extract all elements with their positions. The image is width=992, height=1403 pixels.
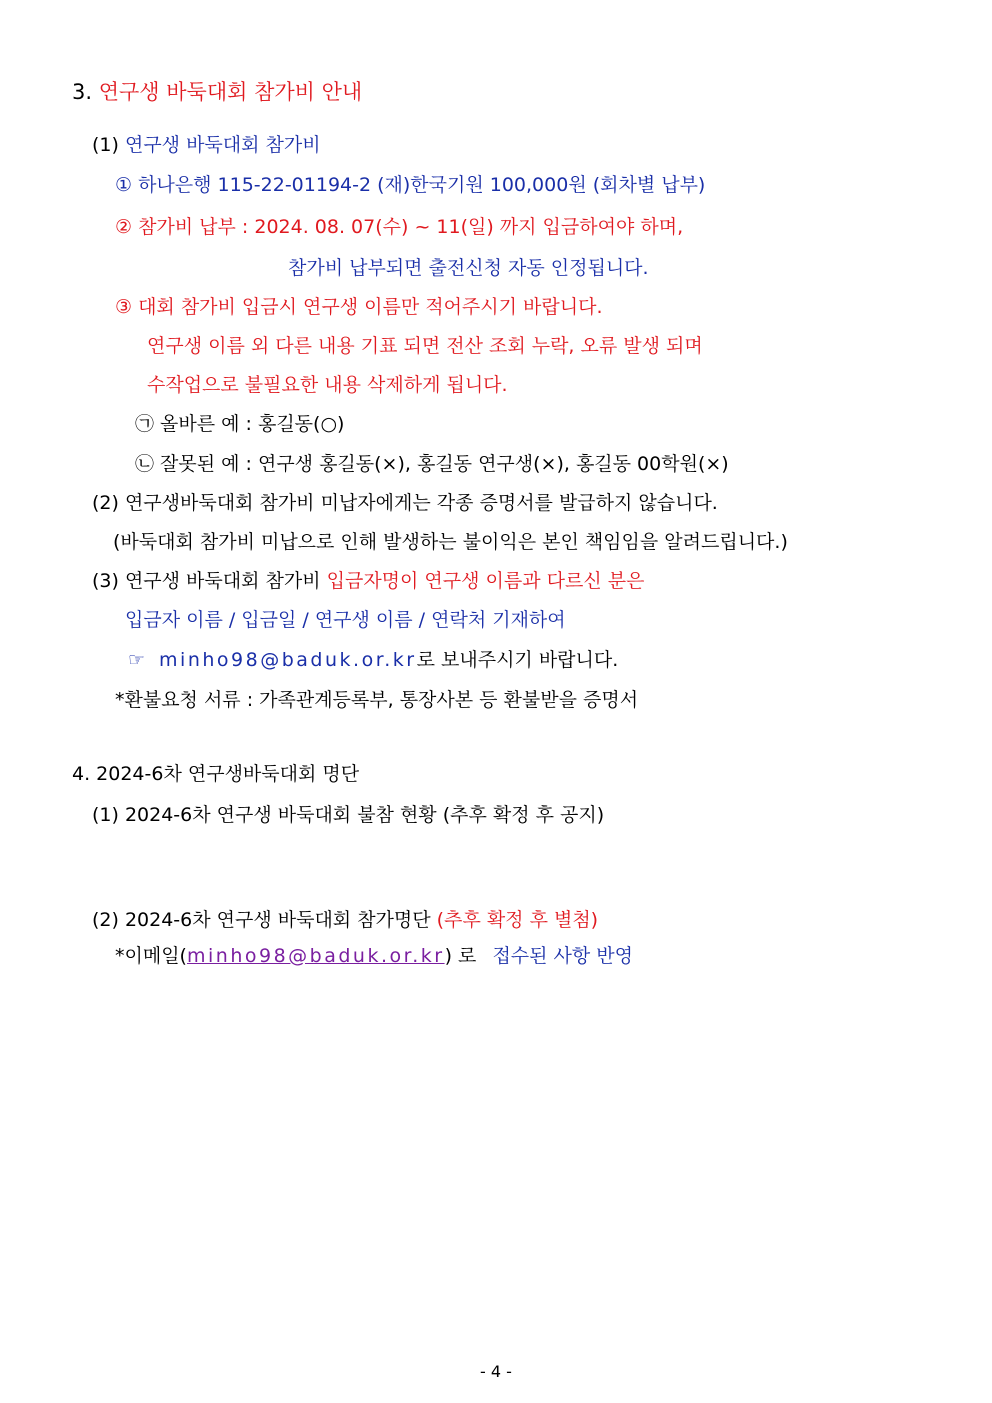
email-send-text: 로 보내주시기 바랍니다. <box>416 649 619 671</box>
section-4-item-2 <box>92 906 598 934</box>
email-prefix: *이메일( <box>115 945 187 967</box>
section-3-heading <box>72 78 362 106</box>
section-4-item-2-label: (2) 2024-6차 연구생 바둑대회 참가명단 <box>92 909 431 931</box>
email-close-paren: ) <box>444 945 452 967</box>
item-1-heading <box>92 131 321 159</box>
auto-approval-line: 참가비 납부되면 출전신청 자동 인정됩니다. <box>288 257 649 279</box>
payment-deadline-line: ② 참가비 납부 : 2024. 08. 07(수) ~ 11(일) 까지 입금하여야 하며, <box>115 216 684 238</box>
item-3-instructions: 입금자 이름 / 입금일 / 연구생 이름 / 연락처 기재하여 <box>125 609 566 631</box>
email-ro: 로 <box>458 945 477 967</box>
page-number: - 4 - <box>480 1362 512 1381</box>
receipt-note: 접수된 사항 반영 <box>492 945 633 967</box>
refund-documents-line: *환불요청 서류 : 가족관계등록부, 통장사본 등 환불받을 증명서 <box>115 689 639 711</box>
email-receipt-line <box>115 942 633 970</box>
item-1-title: 연구생 바둑대회 참가비 <box>124 134 321 156</box>
item-1-label: (1) <box>92 134 119 156</box>
item-3-label: (3) 연구생 바둑대회 참가비 <box>92 570 321 592</box>
section-3-number: 3. <box>72 80 93 104</box>
error-warning-line: 연구생 이름 외 다른 내용 기표 되면 전산 조회 누락, 오류 발생 되며 <box>147 335 703 357</box>
name-only-line: ③ 대회 참가비 입금시 연구생 이름만 적어주시기 바랍니다. <box>115 296 603 318</box>
manual-delete-line: 수작업으로 불필요한 내용 삭제하게 됩니다. <box>147 374 508 396</box>
section-4-item-2-red: (추후 확정 후 별첨) <box>436 909 599 931</box>
section-4-heading: 4. 2024-6차 연구생바둑대회 명단 <box>72 763 360 785</box>
item-3-line <box>92 567 644 595</box>
item-2-note: (바둑대회 참가비 미납으로 인해 발생하는 불이익은 본인 책임임을 알려드립니다.) <box>113 531 788 553</box>
contact-email[interactable]: minho98@baduk.or.kr <box>159 649 417 671</box>
email-link[interactable]: minho98@baduk.or.kr <box>186 945 445 967</box>
pointing-hand-icon: ☞ <box>128 649 146 671</box>
wrong-example: ㉡ 잘못된 예 : 연구생 홍길동(×), 홍길동 연구생(×), 홍길동 00학원(×) <box>135 453 729 475</box>
section-4-item-1: (1) 2024-6차 연구생 바둑대회 불참 현황 (추후 확정 후 공지) <box>92 804 605 826</box>
item-3-red-text: 입금자명이 연구생 이름과 다르신 분은 <box>326 570 645 592</box>
email-instruction-line <box>128 646 618 674</box>
bank-account-line: ① 하나은행 115-22-01194-2 (재)한국기원 100,000원 (회차별 납부) <box>115 174 706 196</box>
section-3-title: 연구생 바둑대회 참가비 안내 <box>98 80 363 104</box>
item-2-line: (2) 연구생바둑대회 참가비 미납자에게는 각종 증명서를 발급하지 않습니다. <box>92 492 718 514</box>
correct-example: ㉠ 올바른 예 : 홍길동(○) <box>135 413 345 435</box>
